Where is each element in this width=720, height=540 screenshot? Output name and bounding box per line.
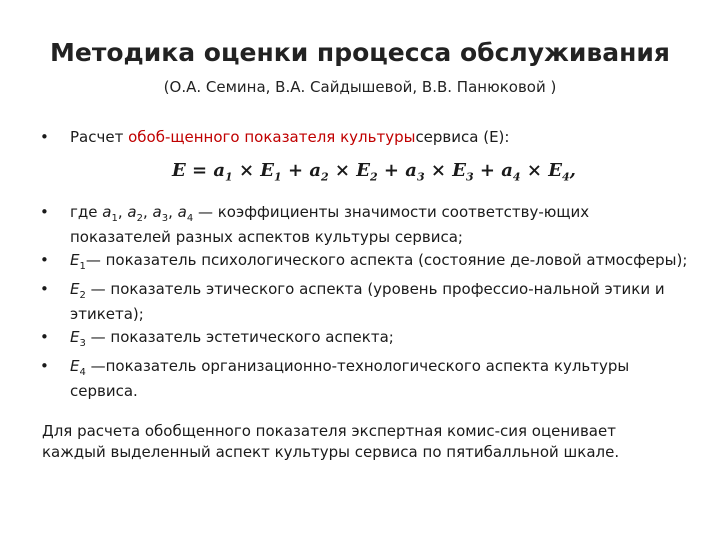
item-sub: 2 bbox=[136, 213, 143, 224]
calc-line bbox=[70, 128, 690, 147]
formula-sub: 3 bbox=[416, 170, 425, 184]
calc-prefix: Расчет bbox=[70, 128, 129, 146]
footer-paragraph: Для расчета обобщенного показателя экспертная комис-сия оценивает каждый выделенный аспект культуры сервиса по пятибалльной шкале. bbox=[42, 422, 620, 461]
item-sep: , bbox=[168, 203, 178, 221]
formula-term: a bbox=[501, 160, 513, 181]
formula-term: a bbox=[309, 160, 321, 181]
list-item bbox=[40, 251, 690, 276]
formula-op: + bbox=[473, 160, 502, 181]
bullet-dot: • bbox=[40, 203, 49, 221]
list-item bbox=[40, 328, 690, 353]
formula-op: × bbox=[232, 160, 261, 181]
slide-title: Методика оценки процесса обслуживания bbox=[50, 38, 670, 67]
formula-op: × bbox=[520, 160, 549, 181]
item-var: E bbox=[70, 251, 80, 269]
formula-end: , bbox=[569, 160, 576, 181]
formula bbox=[172, 160, 576, 184]
formula-sub: 1 bbox=[225, 170, 233, 184]
calc-highlight: обоб-щенного показателя культуры bbox=[128, 128, 416, 146]
item-var: E bbox=[70, 357, 80, 375]
item-sep: , bbox=[142, 203, 153, 221]
item-text: — коэффициенты значимости соответству-ющих показателей разных аспектов культуры сервиса; bbox=[70, 203, 590, 246]
item-var: E bbox=[70, 328, 80, 346]
bullet-dot: • bbox=[40, 128, 49, 146]
item-var: a bbox=[152, 203, 162, 221]
formula-sub: 1 bbox=[274, 170, 282, 184]
formula-term: E bbox=[452, 160, 466, 181]
item-var: a bbox=[127, 203, 137, 221]
item-sub: 2 bbox=[79, 290, 86, 301]
item-var: a bbox=[177, 203, 187, 221]
formula-sub: 2 bbox=[370, 170, 378, 184]
calc-suffix: сервиса (Е): bbox=[415, 128, 510, 146]
formula-sub: 2 bbox=[320, 170, 329, 184]
formula-op: + bbox=[377, 160, 406, 181]
formula-term: a bbox=[405, 160, 417, 181]
list-item bbox=[40, 280, 690, 324]
formula-lhs: E = bbox=[172, 160, 214, 181]
formula-term: E bbox=[548, 160, 562, 181]
bullet-dot: • bbox=[40, 328, 49, 346]
bullet-dot: • bbox=[40, 280, 49, 298]
item-text: где bbox=[70, 203, 103, 221]
item-sub: 4 bbox=[186, 213, 194, 224]
item-sub: 4 bbox=[79, 367, 86, 378]
formula-sub: 3 bbox=[465, 170, 474, 184]
formula-sub: 4 bbox=[561, 170, 570, 184]
formula-sub: 4 bbox=[512, 170, 521, 184]
formula-op: + bbox=[281, 160, 310, 181]
definition-list bbox=[40, 203, 690, 405]
list-item bbox=[40, 357, 690, 401]
list-item bbox=[40, 203, 690, 247]
slide-subtitle: (О.А. Семина, В.А. Сайдышевой, В.В. Панюковой ) bbox=[163, 78, 557, 96]
item-text: —показатель организационно-технологического аспекта культуры сервиса. bbox=[70, 357, 630, 400]
bullet-dot: • bbox=[40, 251, 49, 269]
item-sub: 3 bbox=[79, 338, 86, 349]
item-text: — показатель этического аспекта (уровень профессио-нальной этики и этикета); bbox=[70, 280, 665, 323]
bullet-dot: • bbox=[40, 357, 49, 375]
item-sub: 3 bbox=[161, 213, 169, 224]
formula-term: E bbox=[356, 160, 370, 181]
item-sub: 1 bbox=[79, 261, 86, 272]
item-var: a bbox=[102, 203, 112, 221]
formula-term: a bbox=[213, 160, 226, 181]
formula-term: E bbox=[260, 160, 275, 181]
item-sub: 1 bbox=[111, 213, 118, 224]
item-text: — показатель психологического аспекта (состояние де-ловой атмосферы); bbox=[85, 251, 688, 269]
item-var: E bbox=[70, 280, 80, 298]
item-sep: , bbox=[117, 203, 128, 221]
formula-op: × bbox=[424, 160, 453, 181]
formula-op: × bbox=[328, 160, 357, 181]
item-text: — показатель эстетического аспекта; bbox=[85, 328, 394, 346]
